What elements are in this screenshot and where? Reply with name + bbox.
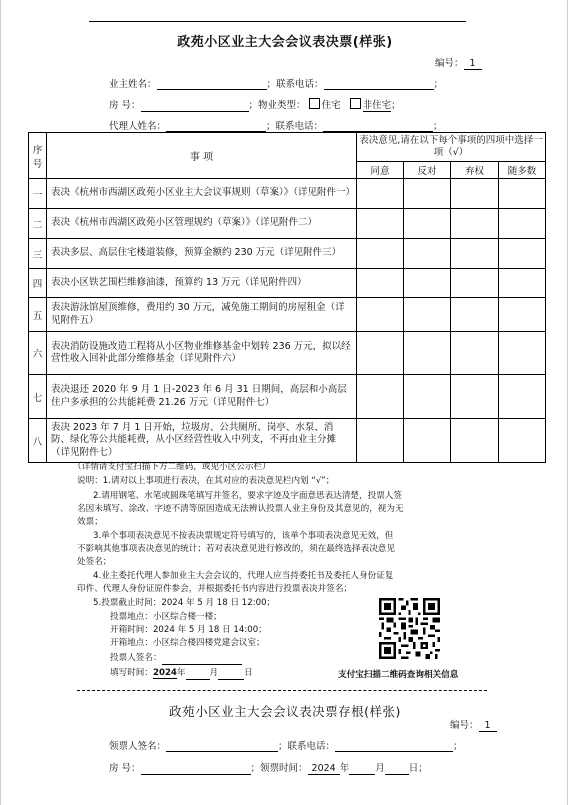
stub-room-label: 房 号： xyxy=(109,763,141,774)
vote-cell-agree[interactable] xyxy=(357,332,404,375)
vote-column-header: 表决意见,请在以下每个事项的四项中选择一项（√） xyxy=(357,133,546,162)
vote-cell-oppose[interactable] xyxy=(404,419,451,463)
stub-receiver-row: 领票人签名： ；联系电话： ； xyxy=(109,741,463,752)
note-2-line-1: 2.请用钢笔、水笔或圆珠笔填写并签名，要求字迹及字面意思表达清楚，投票人签 xyxy=(93,491,402,501)
qr-caption: 支付宝扫描二维码查询相关信息 xyxy=(338,670,459,680)
tear-line xyxy=(77,690,487,691)
vote-cell-oppose[interactable] xyxy=(404,209,451,239)
fill-date-row: 填写时间：2024年 月 日 xyxy=(110,668,253,678)
property-type-label: ；物业类型： xyxy=(248,100,306,111)
vote-cell-abstain[interactable] xyxy=(451,419,499,463)
fill-month-field[interactable] xyxy=(186,669,210,680)
proxy-name-field[interactable] xyxy=(166,120,266,132)
row-item-text: 表决退还 2020 年 9 月 1 日-2023 年 6 月 31 日期间，高层和小高层住户多承担的公共能耗费 21.26 万元（详见附件七） xyxy=(47,375,357,419)
row-item-text: 表决消防设施改造工程将从小区物业维修基金中划转 236 万元，拟以经营性收入回补此部分维修基金（详见附件六） xyxy=(47,332,357,375)
row-index: 三 xyxy=(29,239,47,269)
stub-receiver-field[interactable] xyxy=(166,740,278,752)
vote-cell-abstain[interactable] xyxy=(451,269,499,298)
voter-signature-label: 投票人签名： xyxy=(110,653,162,663)
option-header-abstain: 弃权 xyxy=(451,162,499,179)
vote-cell-agree[interactable] xyxy=(357,298,404,332)
stub-receiver-label: 领票人签名： xyxy=(109,741,167,752)
row-item-text: 表决游泳馆屋顶维修，费用约 30 万元，减免施工期间的房屋租金（详见附件五） xyxy=(47,298,357,332)
row-item-text: 表决小区铁艺围栏维修油漆，预算约 13 万元（详见附件四） xyxy=(47,269,357,298)
note-2-line-2: 名因未填写、涂改、字迹不清等原因造成无法辨认投票人业主身份及其意见的，视为无 xyxy=(77,504,404,514)
open-time: 开箱时间：2024 年 5 月 18 日 14:00； xyxy=(110,625,267,635)
table-row xyxy=(29,332,546,375)
note-4-line-1: 4.业主委托代理人参加业主大会会议的，代理人应当持委托书及委托人身份证复 xyxy=(93,571,394,581)
vote-cell-abstain[interactable] xyxy=(451,239,499,269)
owner-info-row: 业主姓名： ；联系电话： ； xyxy=(109,79,444,90)
owner-phone-field[interactable] xyxy=(324,78,434,90)
stub-year: 2024 xyxy=(308,763,340,775)
vote-cell-follow-majority[interactable] xyxy=(499,298,546,332)
row-index: 一 xyxy=(29,179,47,209)
option-header-oppose: 反对 xyxy=(404,162,451,179)
vote-table xyxy=(28,132,546,463)
stub-room-row: 房 号： ；领票时间： 2024 年 月 日； xyxy=(109,763,428,774)
item-column-header: 事 项 xyxy=(47,133,357,179)
vote-cell-oppose[interactable] xyxy=(404,179,451,209)
vote-cell-abstain[interactable] xyxy=(451,298,499,332)
owner-phone-label: ；联系电话： xyxy=(266,79,324,90)
table-row xyxy=(29,269,546,298)
voter-signature-row xyxy=(110,652,242,665)
table-row xyxy=(29,179,546,209)
ballot-title: 政苑小区业主大会会议表决票(样张) xyxy=(177,35,393,50)
vote-cell-follow-majority[interactable] xyxy=(499,179,546,209)
note-4-line-2: 印件、代理人身份证原件参会，并根据委托书内容进行投票表决并签名； xyxy=(77,584,353,594)
option-header-follow-majority: 随多数 xyxy=(499,162,546,179)
stub-serial-number-value: 1 xyxy=(479,720,497,732)
fill-day-field[interactable] xyxy=(218,669,244,680)
row-index: 七 xyxy=(29,375,47,419)
stub-month-field[interactable] xyxy=(349,763,375,775)
non-residence-option-label: 非住宅 xyxy=(362,100,392,111)
table-row xyxy=(29,209,546,239)
owner-name-field[interactable] xyxy=(157,78,267,90)
vote-cell-follow-majority[interactable] xyxy=(499,239,546,269)
vote-cell-agree[interactable] xyxy=(357,239,404,269)
vote-cell-abstain[interactable] xyxy=(451,332,499,375)
vote-cell-agree[interactable] xyxy=(357,419,404,463)
vote-cell-agree[interactable] xyxy=(357,375,404,419)
vote-cell-follow-majority[interactable] xyxy=(499,419,546,463)
vote-cell-oppose[interactable] xyxy=(404,239,451,269)
stub-day-field[interactable] xyxy=(385,763,409,775)
stub-phone-label: ；联系电话： xyxy=(278,741,336,752)
vote-cell-follow-majority[interactable] xyxy=(499,375,546,419)
table-row xyxy=(29,375,546,419)
fill-year: 2024 xyxy=(152,668,177,678)
vote-cell-oppose[interactable] xyxy=(404,332,451,375)
table-row xyxy=(29,239,546,269)
index-column-header: 序号 xyxy=(29,133,47,179)
row-index: 六 xyxy=(29,332,47,375)
note-5-deadline: 5.投票截止时间：2024 年 5 月 18 日 12:00； xyxy=(93,598,276,608)
vote-cell-abstain[interactable] xyxy=(451,179,499,209)
open-place: 开箱地点：小区综合楼四楼党建会议室； xyxy=(110,638,265,648)
note-3-line-3: 处签名； xyxy=(77,557,112,567)
vote-cell-agree[interactable] xyxy=(357,179,404,209)
stub-receive-time-label: ；领票时间： xyxy=(250,763,308,774)
row-item-text: 表决《杭州市西湖区政苑小区业主大会议事规则（草案）》（详见附件一） xyxy=(47,179,357,209)
table-row xyxy=(29,298,546,332)
room-info-row: 房 号： ；物业类型： 住宅 非住宅； xyxy=(109,100,401,111)
non-residence-checkbox[interactable] xyxy=(350,98,361,109)
residence-checkbox[interactable] xyxy=(309,98,320,109)
note-1: 说明：1.请对以上事项进行表决，在其对应的表决意见栏内划 “√”； xyxy=(77,476,335,486)
note-3-line-1: 3.单个事项表决意见不按表决票规定符号填写的，该单个事项表决意见无效，但 xyxy=(93,531,394,541)
stub-phone-field[interactable] xyxy=(335,740,453,752)
option-header-agree: 同意 xyxy=(357,162,404,179)
row-index: 五 xyxy=(29,298,47,332)
table-row xyxy=(29,419,546,463)
serial-number: 编号： 1 xyxy=(435,55,482,70)
voter-signature-field[interactable] xyxy=(162,654,242,665)
residence-option-label: 住宅 xyxy=(321,100,341,111)
row-index: 四 xyxy=(29,269,47,298)
vote-cell-oppose[interactable] xyxy=(404,375,451,419)
row-index: 八 xyxy=(29,419,47,463)
vote-cell-oppose[interactable] xyxy=(404,269,451,298)
stub-serial-number: 编号： 1 xyxy=(450,717,497,732)
row-item-text: 表决《杭州市西湖区政苑小区管理规约（草案）》（详见附件二） xyxy=(47,209,357,239)
owner-name-label: 业主姓名： xyxy=(109,79,157,90)
vote-cell-abstain[interactable] xyxy=(451,375,499,419)
vote-cell-follow-majority[interactable] xyxy=(499,269,546,298)
proxy-phone-label: ；联系电话： xyxy=(266,121,324,132)
stub-title: 政苑小区业主大会会议表决票存根(样张) xyxy=(169,704,401,719)
proxy-name-label: 代理人姓名： xyxy=(109,121,167,132)
top-rule xyxy=(89,21,466,22)
vote-cell-agree[interactable] xyxy=(357,269,404,298)
room-field[interactable] xyxy=(141,100,249,112)
vote-cell-agree[interactable] xyxy=(357,209,404,239)
stub-room-field[interactable] xyxy=(141,763,251,775)
proxy-phone-field[interactable] xyxy=(323,120,433,132)
vote-place: 投票地点：小区综合楼一楼； xyxy=(110,612,222,622)
row-item-text: 表决多层、高层住宅楼道装修，预算金额约 230 万元（详见附件三） xyxy=(47,239,357,269)
qr-code-icon[interactable] xyxy=(379,598,440,659)
row-index: 二 xyxy=(29,209,47,239)
note-2-line-3: 效票； xyxy=(77,517,103,527)
vote-cell-abstain[interactable] xyxy=(451,209,499,239)
room-label: 房 号： xyxy=(109,100,141,111)
table-header-row xyxy=(29,133,546,162)
proxy-info-row: 代理人姓名： ；联系电话： ； xyxy=(109,121,443,132)
vote-cell-oppose[interactable] xyxy=(404,298,451,332)
serial-number-value: 1 xyxy=(464,58,482,70)
fill-date-label: 填写时间： xyxy=(110,668,153,678)
vote-cell-follow-majority[interactable] xyxy=(499,332,546,375)
row-item-text: 表决 2023 年 7 月 1 日开始，垃圾房、公共厕所、岗亭、水泵、消防、绿化等公共能耗费，从小区经营性收入中列支，不再由业主分摊（详见附件七） xyxy=(47,419,357,463)
vote-cell-follow-majority[interactable] xyxy=(499,209,546,239)
note-3-line-2: 不影响其他事项表决意见的统计；若对表决意见进行修改的，须在最终选择表决意见 xyxy=(77,544,395,554)
attachment-hint: （详情请支付宝扫描下方二维码，或见小区公示栏） xyxy=(73,462,271,472)
